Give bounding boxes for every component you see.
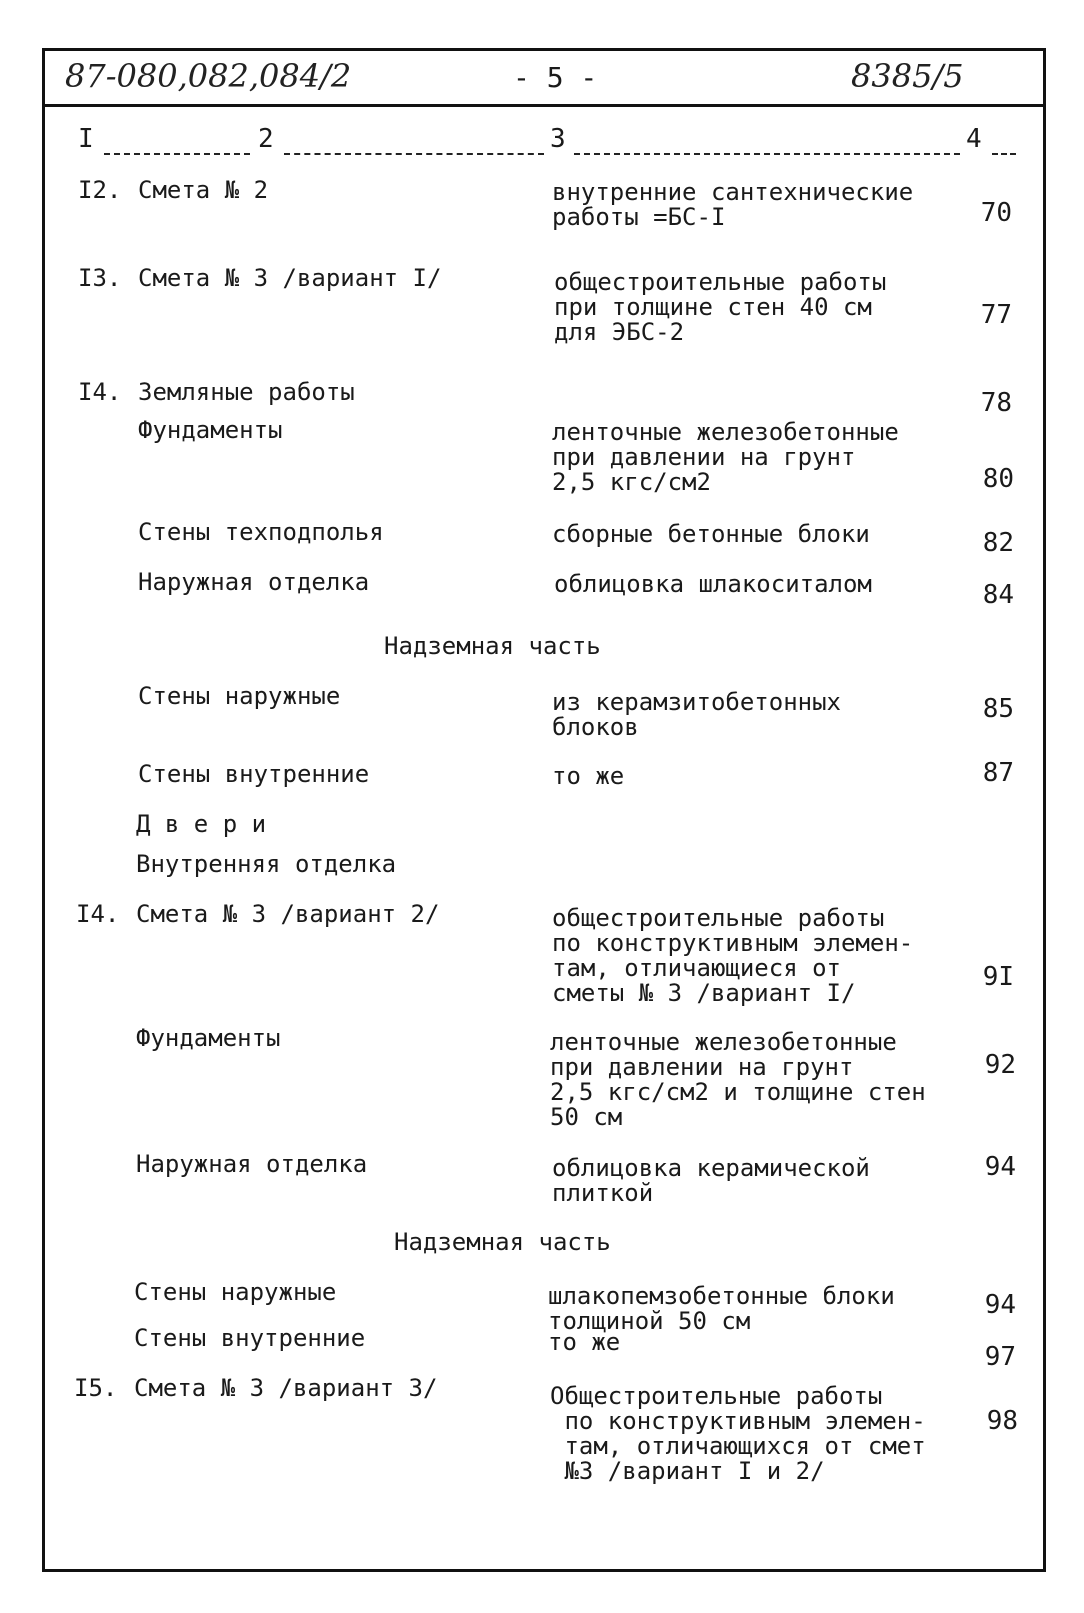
row-name: Наружная отделка xyxy=(136,1150,368,1178)
page-number: - 5 - xyxy=(513,61,598,94)
row-description: облицовка керамической плиткой xyxy=(552,1154,870,1207)
row-page: 77 xyxy=(980,300,1012,330)
row-name: Смета № 2 xyxy=(138,176,269,204)
row-name: Стены внутренние xyxy=(138,760,370,788)
document-code: 87-080,082,084/2 xyxy=(65,57,352,95)
row-number: I4. xyxy=(78,378,122,406)
row-name: Фундаменты xyxy=(138,416,283,444)
row-page: 78 xyxy=(980,388,1012,418)
row-description: сборные бетонные блоки xyxy=(552,520,870,548)
row-description: внутренние сантехнические работы =БС-I xyxy=(552,178,914,231)
row-name: Смета № 3 /вариант I/ xyxy=(138,264,442,292)
row-description: из керамзитобетонных блоков xyxy=(552,688,841,741)
row-name: Земляные работы xyxy=(138,378,355,406)
row-description: ленточные железобетонные при давлении на грунт 2,5 кгс/см2 и толщине стен 50 см xyxy=(550,1028,926,1131)
row-name: Смета № 3 /вариант 3/ xyxy=(134,1374,438,1402)
row-description: Общестроительные работы по конструктивным элемен- там, отличающихся от смет №3 /вариант I и 2/ xyxy=(550,1382,926,1485)
row-number: I3. xyxy=(78,264,122,292)
row-page: 84 xyxy=(982,580,1014,610)
section-heading: Надземная часть xyxy=(384,632,601,660)
row-description: общестроительные работы по конструктивным элемен- там, отличающиеся от сметы № 3 /вариант I/ xyxy=(552,904,914,1007)
row-number: I2. xyxy=(78,176,122,204)
row-name: Наружная отделка xyxy=(138,568,370,596)
row-description: шлакопемзобетонные блоки толщиной 50 см xyxy=(548,1282,895,1335)
row-page: 92 xyxy=(984,1050,1016,1080)
dashed-rule xyxy=(284,153,544,155)
dashed-rule xyxy=(574,153,960,155)
row-name: Стены техподполья xyxy=(138,518,384,546)
sheet-reference: 8385/5 xyxy=(851,57,964,95)
header-strip xyxy=(45,51,1043,107)
row-page: 97 xyxy=(984,1342,1016,1372)
row-page: 94 xyxy=(984,1152,1016,1182)
row-page: 82 xyxy=(982,528,1014,558)
row-page: 70 xyxy=(980,198,1012,228)
row-name: Фундаменты xyxy=(136,1024,281,1052)
row-description: общестроительные работы при толщине стен 40 см для ЭБС-2 xyxy=(554,268,887,346)
row-number: I5. xyxy=(74,1374,118,1402)
row-description: облицовка шлакоситалом xyxy=(554,570,872,598)
row-name: Внутренняя отделка xyxy=(136,850,397,878)
row-page: 80 xyxy=(982,464,1014,494)
row-name: Стены внутренние xyxy=(134,1324,366,1352)
dashed-rule xyxy=(992,153,1016,155)
section-heading: Надземная часть xyxy=(394,1228,611,1256)
column-header-3: 3 xyxy=(550,124,566,154)
row-page: 9I xyxy=(982,962,1014,992)
row-name: Стены наружные xyxy=(134,1278,337,1306)
column-header-4: 4 xyxy=(966,124,982,154)
row-description: то же xyxy=(552,762,625,790)
row-page: 98 xyxy=(986,1406,1018,1436)
row-page: 87 xyxy=(982,758,1014,788)
column-header-2: 2 xyxy=(258,124,274,154)
dashed-rule xyxy=(104,153,250,155)
row-page: 85 xyxy=(982,694,1014,724)
column-header-1: I xyxy=(78,124,94,154)
row-description: то же xyxy=(548,1328,621,1356)
row-description: ленточные железобетонные при давлении на грунт 2,5 кгс/см2 xyxy=(552,418,899,496)
row-name: Стены наружные xyxy=(138,682,341,710)
row-number: I4. xyxy=(76,900,120,928)
row-name: Смета № 3 /вариант 2/ xyxy=(136,900,440,928)
row-name: Д в е р и xyxy=(136,810,267,838)
row-page: 94 xyxy=(984,1290,1016,1320)
